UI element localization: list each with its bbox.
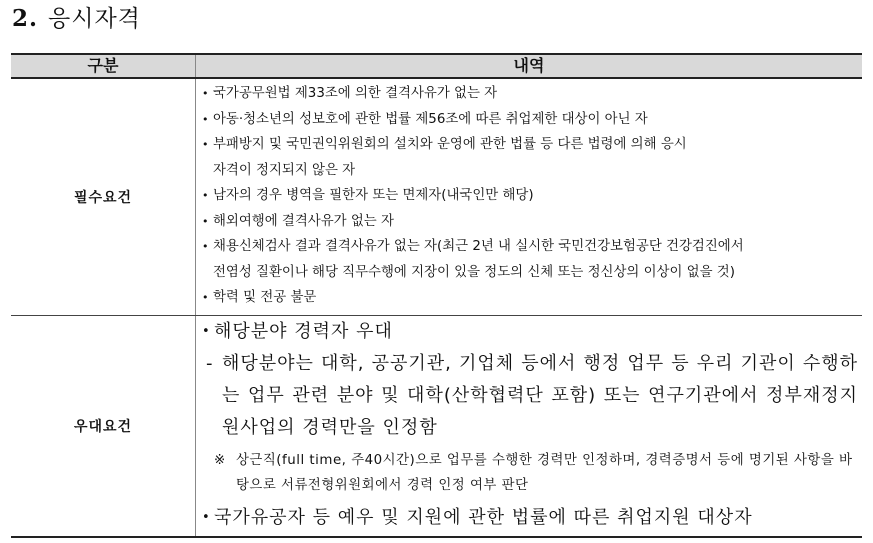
section-number: 2. (12, 5, 39, 32)
preferred-label: 우대요건 (11, 316, 196, 538)
required-label: 필수요건 (11, 78, 196, 316)
list-item: • 학력 및 전공 불문 (202, 285, 858, 311)
section-heading (12, 2, 141, 36)
list-item: • 국가유공자 등 예우 및 지원에 관한 법률에 따른 취업지원 대상자 (202, 502, 858, 534)
header-details: 내역 (196, 54, 863, 78)
eligibility-table (11, 53, 862, 538)
list-item: • 해외여행에 결격사유가 없는 자 (202, 209, 858, 235)
header-category: 구분 (11, 54, 196, 78)
list-item: • 남자의 경우 병역을 필한자 또는 면제자(내국인만 해당) (202, 183, 858, 209)
table-row-preferred (11, 316, 862, 538)
table-row-required (11, 78, 862, 316)
list-item: • 채용신체검사 결과 결격사유가 없는 자(최근 2년 내 실시한 국민건강보험공단 건강검진에서 (202, 234, 858, 260)
list-item: • 국가공무원법 제33조에 의한 결격사유가 없는 자 (202, 81, 858, 107)
list-item-continuation: 전염성 질환이나 해당 직무수행에 지장이 있을 정도의 신체 또는 정신상의 이상이 없을 것) (213, 264, 735, 280)
list-item: • 아동·청소년의 성보호에 관한 법률 제56조에 따른 취업제한 대상이 아닌 자 (202, 107, 858, 133)
section-title: 응시자격 (48, 6, 141, 32)
list-item-note: ※ 상근직(full time, 주40시간)으로 업무를 수행한 경력만 인정하며, 경력증명서 등에 명기된 사항을 바탕으로 서류전형위원회에서 경력 인정 여부 판단 (202, 448, 858, 498)
list-item-detail: - 해당분야는 대학, 공공기관, 기업체 등에서 행정 업무 등 우리 기관이 수행하는 업무 관련 분야 및 대학(산학협력단 포함) 또는 연구기관에서 정부재정지원사업의 경력만을 인정함 (202, 348, 858, 444)
required-details (196, 78, 863, 316)
list-item: • 부패방지 및 국민권익위원회의 설치와 운영에 관한 법률 등 다른 법령에 의해 응시 (202, 132, 858, 158)
list-item-continuation: 자격이 정지되지 않은 자 (213, 162, 356, 178)
preferred-details (196, 316, 863, 538)
table-header-row (11, 54, 862, 78)
list-item: • 해당분야 경력자 우대 (202, 316, 858, 348)
